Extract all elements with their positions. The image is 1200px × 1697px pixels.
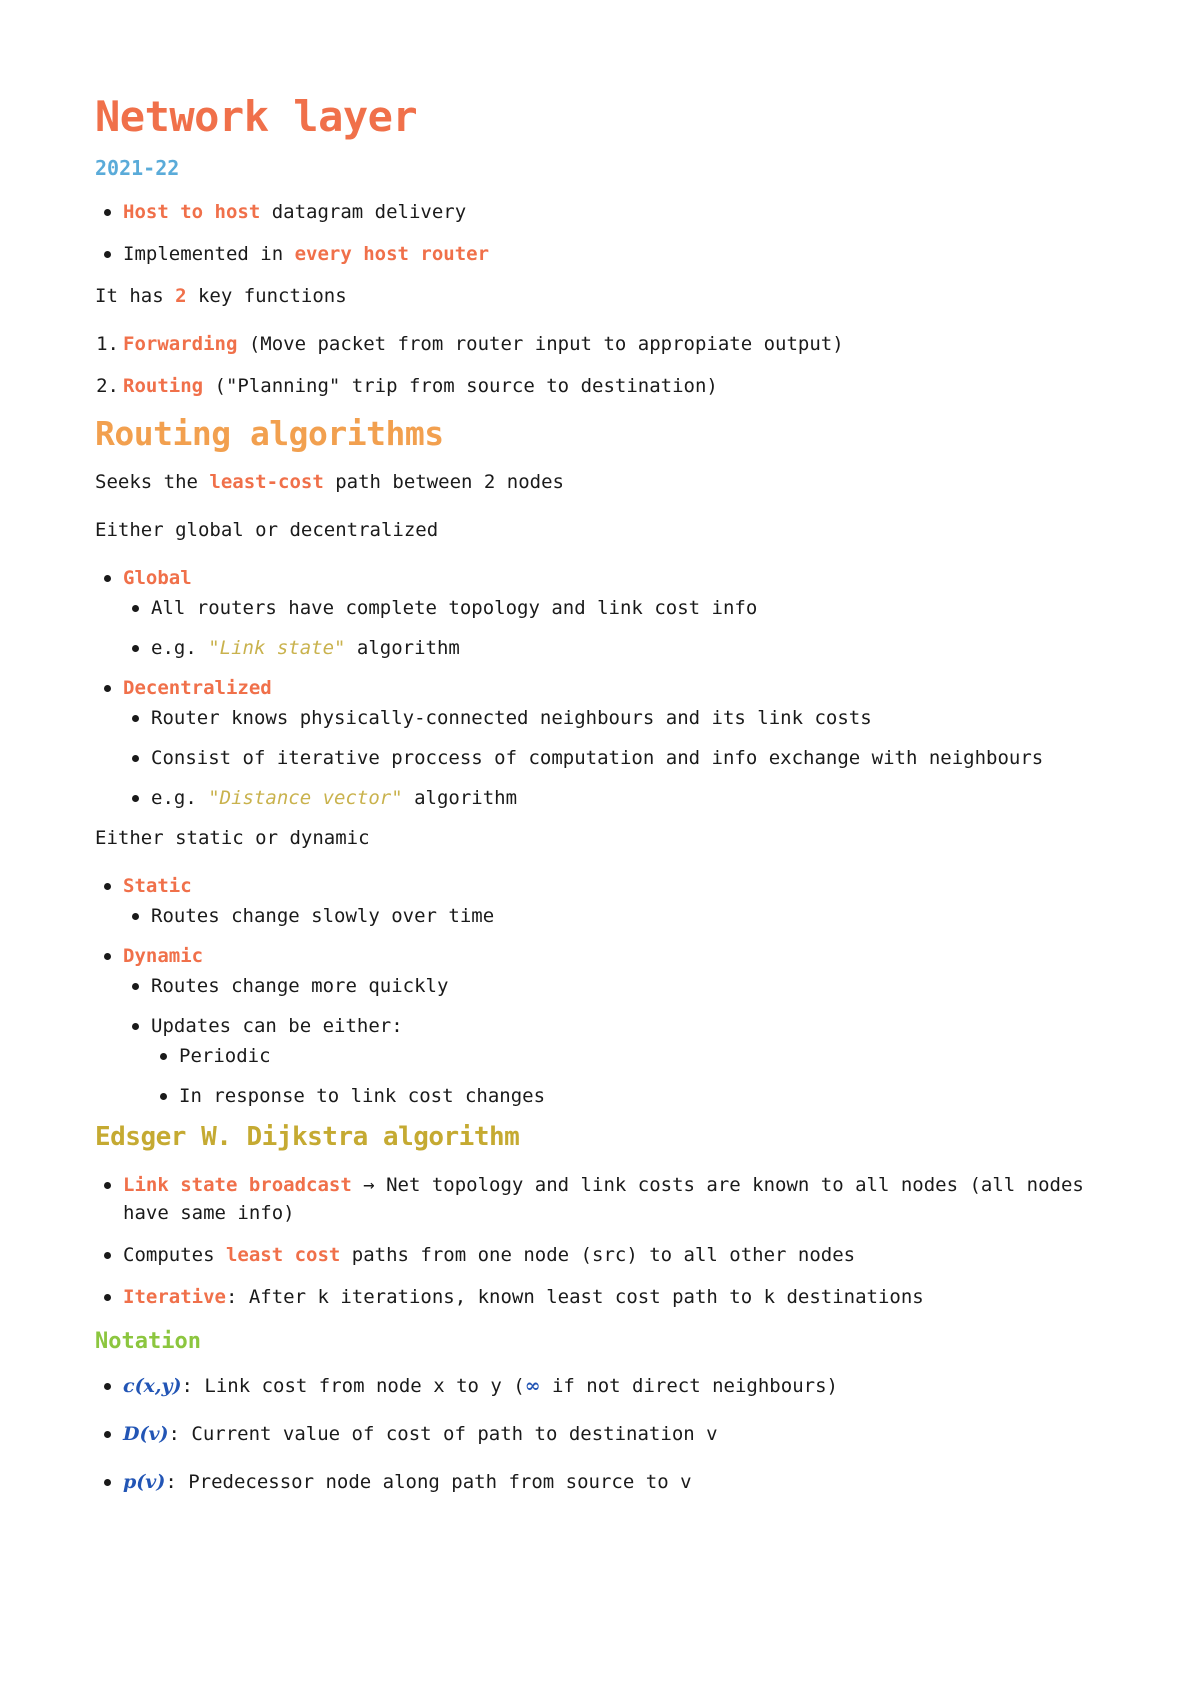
- highlight-text: 2: [175, 285, 187, 308]
- item-text: Periodic: [179, 1044, 271, 1067]
- sub-list: [123, 902, 1105, 930]
- math-expression: c(x,y): [123, 1374, 182, 1397]
- list-item-dynamic: [95, 942, 1105, 1110]
- item-text: Implemented in: [123, 243, 295, 266]
- highlight-text: least-cost: [209, 470, 324, 493]
- list-item: [123, 594, 1105, 622]
- bullet-icon: [132, 715, 139, 722]
- item-text: ("Planning" trip from source to destination): [203, 375, 718, 398]
- item-text: datagram delivery: [260, 201, 467, 224]
- list-item: [95, 372, 1105, 400]
- highlight-text: Host to host: [123, 201, 261, 224]
- functions-list: [95, 330, 1105, 400]
- highlight-text: least cost: [225, 1244, 341, 1267]
- bullet-icon: [104, 1182, 111, 1189]
- math-expression: p(v): [123, 1470, 166, 1493]
- item-text: paths from one node (src) to all other nodes: [340, 1244, 856, 1267]
- static-dynamic-list: [95, 872, 1105, 1110]
- routing-paragraph-2: Either global or decentralized: [95, 518, 439, 541]
- highlight-text: Dynamic: [123, 944, 204, 967]
- functions-paragraph: [95, 282, 1105, 310]
- notation-heading: Notation: [95, 1329, 201, 1355]
- bullet-icon: [132, 913, 139, 920]
- list-item-decentralized: [95, 674, 1105, 812]
- item-text: Routes change slowly over time: [151, 904, 495, 927]
- list-item: [123, 1012, 1105, 1110]
- dijkstra-heading: Edsger W. Dijkstra algorithm: [95, 1121, 520, 1152]
- item-text: (Move packet from router input to appropiate output): [237, 333, 844, 356]
- bullet-icon: [160, 1053, 167, 1060]
- list-number: 1.: [96, 333, 119, 356]
- list-item: [95, 1283, 1105, 1311]
- list-item: [123, 634, 1105, 662]
- intro-list: [95, 198, 1105, 268]
- page-title: Network layer: [95, 92, 418, 141]
- global-decentralized-list: [95, 564, 1105, 812]
- infinity-symbol: ∞: [524, 1374, 541, 1397]
- bullet-icon: [104, 1431, 111, 1438]
- highlight-text: Static: [123, 874, 192, 897]
- routing-heading: Routing algorithms: [95, 414, 444, 454]
- list-item: [95, 1171, 1105, 1227]
- bullet-icon: [104, 1479, 111, 1486]
- item-text: → Net topology and link costs are known to all nodes (all nodes have same info): [123, 1174, 1084, 1225]
- item-text: Computes: [123, 1244, 226, 1267]
- para-text: Seeks the: [95, 470, 210, 493]
- bullet-icon: [104, 575, 111, 582]
- bullet-icon: [132, 1023, 139, 1030]
- item-text: : Predecessor node along path from source to v: [165, 1470, 692, 1493]
- list-item: [151, 1082, 1105, 1110]
- dijkstra-list: [95, 1171, 1105, 1311]
- emphasis-text: "Distance vector": [208, 786, 403, 809]
- highlight-text: Iterative: [123, 1286, 226, 1309]
- list-item-global: [95, 564, 1105, 662]
- item-text: : Current value of cost of path to destination v: [168, 1422, 718, 1445]
- sub-list: [123, 972, 1105, 1110]
- sub-sub-list: [151, 1042, 1105, 1110]
- item-text: Updates can be either:: [151, 1014, 403, 1037]
- list-item: [123, 704, 1105, 732]
- list-item: [95, 330, 1105, 358]
- item-text: Router knows physically-connected neighbours and its link costs: [151, 706, 872, 729]
- highlight-text: Link state broadcast: [123, 1174, 352, 1197]
- bullet-icon: [132, 795, 139, 802]
- item-text: e.g.: [151, 786, 209, 809]
- para-text: key functions: [186, 285, 347, 308]
- highlight-text: Forwarding: [123, 333, 238, 356]
- date-subtitle: 2021-22: [95, 156, 180, 181]
- bullet-icon: [104, 251, 111, 258]
- list-item: [95, 198, 1105, 226]
- list-item-static: [95, 872, 1105, 930]
- list-item: [95, 1372, 1105, 1400]
- bullet-icon: [104, 209, 111, 216]
- bullet-icon: [104, 953, 111, 960]
- routing-paragraph-1: [95, 468, 1105, 496]
- item-text: algorithm: [402, 786, 518, 809]
- para-text: path between 2 nodes: [323, 470, 564, 493]
- notation-list: [95, 1372, 1105, 1496]
- bullet-icon: [132, 645, 139, 652]
- bullet-icon: [132, 983, 139, 990]
- item-text: In response to link cost changes: [179, 1084, 546, 1107]
- item-text: Consist of iterative proccess of computation and info exchange with neighbours: [151, 746, 1044, 769]
- list-item: [95, 1241, 1105, 1269]
- document-content: [95, 92, 1105, 1510]
- list-item: [95, 1420, 1105, 1448]
- bullet-icon: [132, 755, 139, 762]
- item-text: algorithm: [345, 636, 460, 659]
- math-expression: D(v): [123, 1422, 169, 1445]
- highlight-text: Routing: [123, 375, 204, 398]
- list-item: [151, 1042, 1105, 1070]
- bullet-icon: [160, 1093, 167, 1100]
- list-item: [123, 744, 1105, 772]
- para-text: It has: [95, 285, 176, 308]
- bullet-icon: [104, 883, 111, 890]
- list-item: [123, 784, 1105, 812]
- item-text: : After k iterations, known least cost path to k destinations: [225, 1286, 924, 1309]
- emphasis-text: "Link state": [208, 636, 346, 659]
- list-item: [95, 1468, 1105, 1496]
- list-item: [123, 902, 1105, 930]
- item-text: : Link cost from node x to y (: [181, 1374, 525, 1397]
- sub-list: [123, 704, 1105, 812]
- list-item: [95, 240, 1105, 268]
- item-text: e.g.: [151, 636, 209, 659]
- routing-paragraph-3: Either static or dynamic: [95, 826, 370, 849]
- list-item: [123, 972, 1105, 1000]
- bullet-icon: [104, 685, 111, 692]
- highlight-text: Decentralized: [123, 676, 272, 699]
- bullet-icon: [132, 605, 139, 612]
- list-number: 2.: [96, 375, 119, 398]
- sub-list: [123, 594, 1105, 662]
- bullet-icon: [104, 1294, 111, 1301]
- bullet-icon: [104, 1383, 111, 1390]
- item-text: if not direct neighbours): [540, 1374, 838, 1397]
- item-text: Routes change more quickly: [151, 974, 449, 997]
- bullet-icon: [104, 1252, 111, 1259]
- highlight-text: every host router: [294, 243, 490, 266]
- item-text: All routers have complete topology and link cost info: [151, 596, 758, 619]
- highlight-text: Global: [123, 566, 192, 589]
